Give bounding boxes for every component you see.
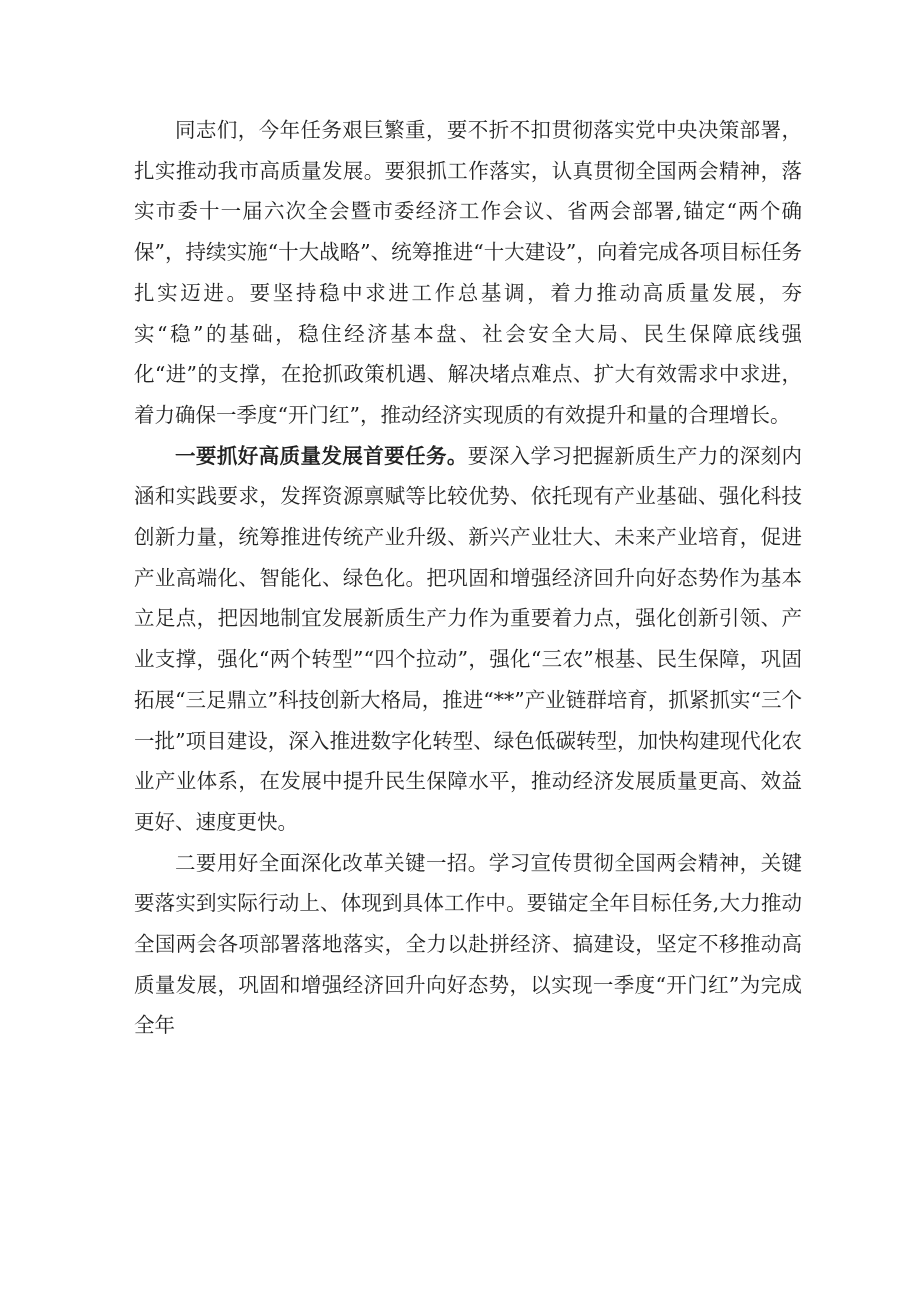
paragraph-1 (134, 110, 802, 436)
paragraph-2 (134, 436, 802, 843)
paragraph-3 (134, 843, 802, 1047)
paragraph-1-text: 同志们，今年任务艰巨繁重，要不折不扣贯彻落实党中央决策部署，扎实推动我市高质量发展。要狠抓工作落实，认真贯彻全国两会精神，落实市委十一届六次全会暨市委经济工作会议、省两会部署,锚定“两个确保”，持续实施“十大战略”、统筹推进“十大建设”，向着完成各项目标任务扎实迈进。要坚持稳中求进工作总基调，着力推动高质量发展，夯实“稳”的基础，稳住经济基本盘、社会安全大局、民生保障底线强化“进”的支撑，在抢抓政策机遇、解决堵点难点、扩大有效需求中求进，着力确保一季度“开门红”，推动经济实现质的有效提升和量的合理增长。 (134, 118, 802, 427)
document-body (134, 110, 802, 1046)
paragraph-2-text: 要深入学习把握新质生产力的深刻内涵和实践要求，发挥资源禀赋等比较优势、依托现有产业基础、强化科技创新力量，统筹推进传统产业升级、新兴产业壮大、未来产业培育，促进产业高端化、智能化、绿色化。把巩固和增强经济回升向好态势作为基本立足点，把因地制宜发展新质生产力作为重要着力点，强化创新引领、产业支撑，强化“两个转型”“四个拉动”，强化“三农”根基、民生保障，巩固拓展“三足鼎立”科技创新大格局，推进“**”产业链群培育，抓紧抓实“三个一批”项目建设，深入推进数字化转型、绿色低碳转型，加快构建现代化农业产业体系，在发展中提升民生保障水平，推动经济发展质量更高、效益更好、速度更快。 (134, 443, 803, 834)
paragraph-3-text: 二要用好全面深化改革关键一招。学习宣传贯彻全国两会精神，关键要落实到实际行动上、体现到具体工作中。要锚定全年目标任务,大力推动全国两会各项部署落地落实，全力以赴拼经济、搞建设，坚定不移推动高质量发展，巩固和增强经济回升向好态势，以实现一季度“开门红”为完成全年 (134, 850, 802, 1038)
paragraph-2-lead: 一要抓好高质量发展首要任务。 (175, 443, 468, 468)
